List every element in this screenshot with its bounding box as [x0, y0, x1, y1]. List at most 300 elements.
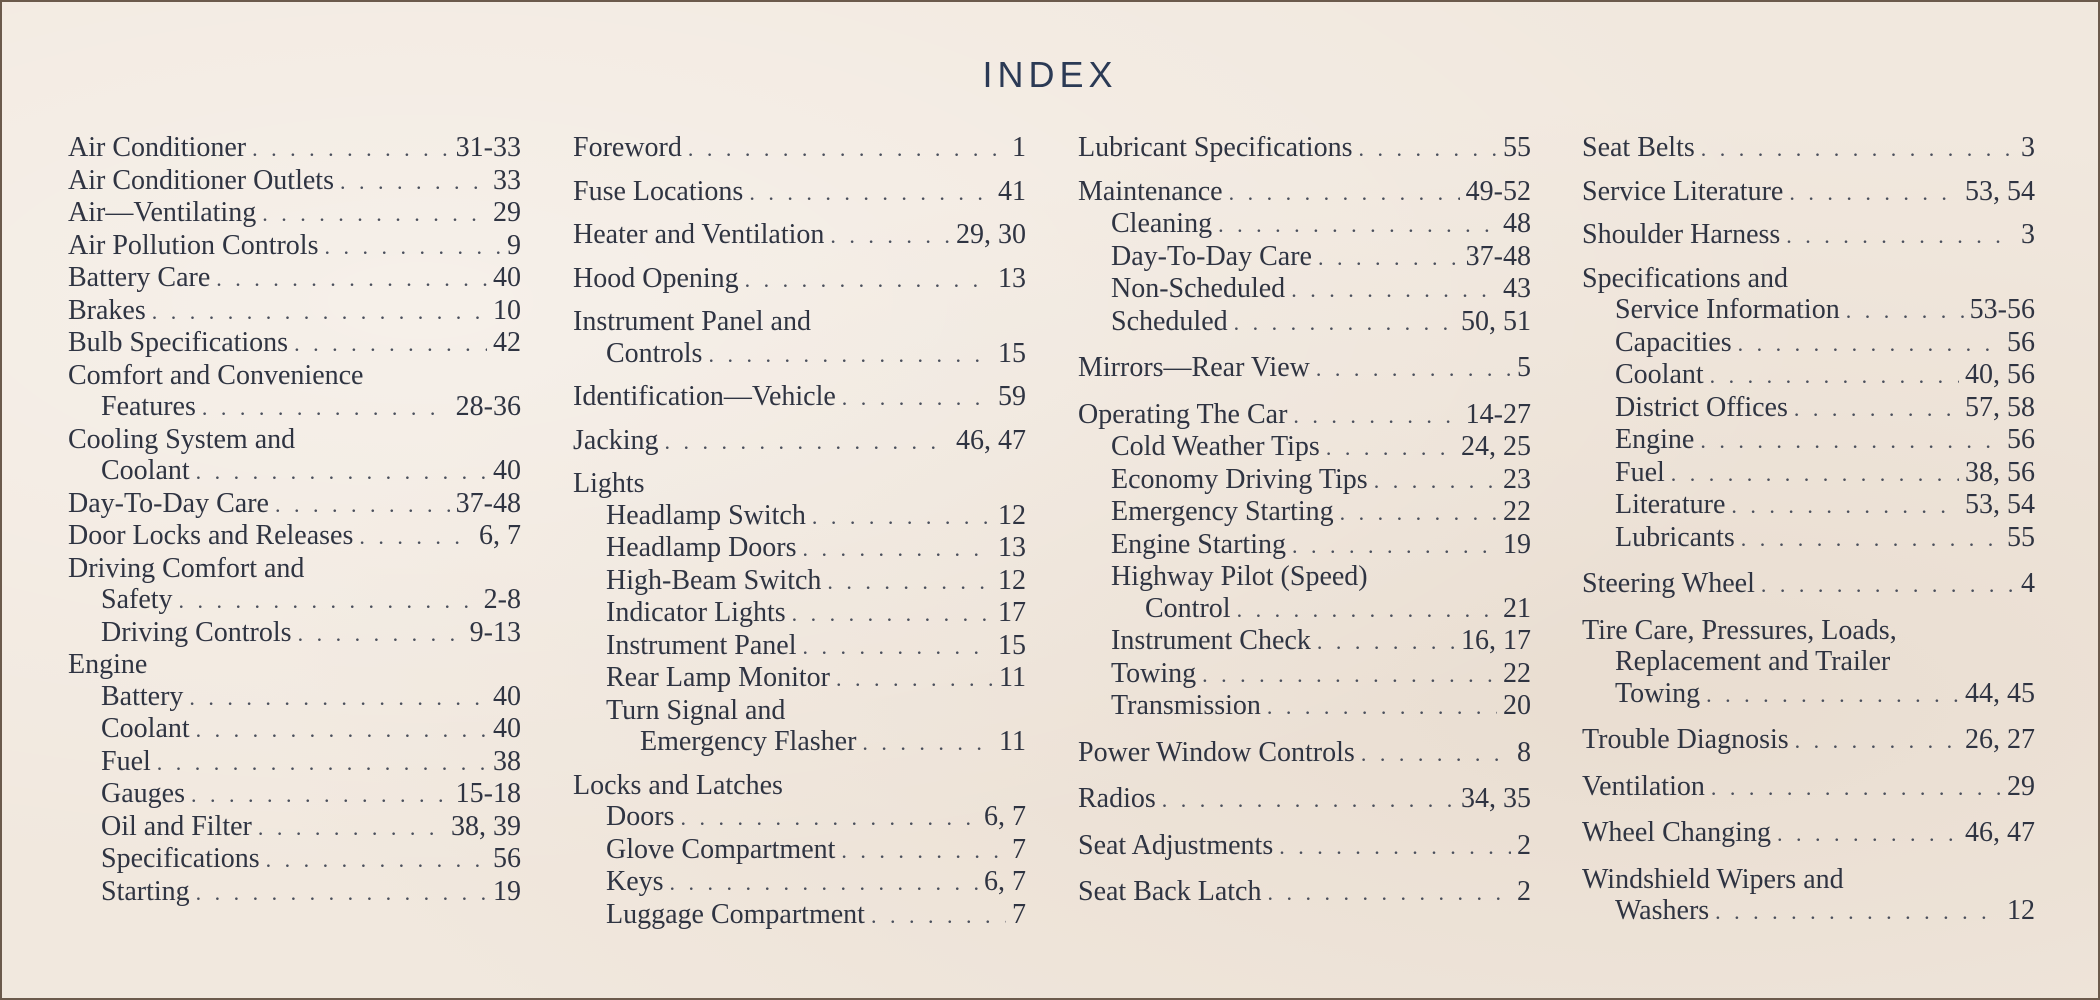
dot-leader: [1777, 818, 1959, 850]
entry-label: Glove Compartment: [606, 833, 836, 865]
index-entry: [1078, 783, 1531, 816]
index-entry: [68, 488, 521, 521]
index-entry: [1078, 737, 1531, 770]
page-number: 22: [1503, 496, 1531, 527]
page-number: 29, 30: [956, 219, 1026, 250]
entry-row: [573, 306, 1026, 338]
entry-label: Seat Belts: [1582, 132, 1695, 163]
dot-leader: [1789, 177, 1959, 209]
entry-row: [68, 327, 521, 360]
entry-label: Coolant: [101, 713, 190, 744]
index-column-3: [1078, 132, 1531, 909]
page-number: 5: [1517, 352, 1531, 383]
entry-label: Indicator Lights: [606, 597, 786, 628]
page-number: 37-48: [1465, 240, 1531, 272]
page-number: 34, 35: [1461, 783, 1531, 814]
entry-label: Day-To-Day Care: [68, 487, 269, 519]
subentry-row: [68, 713, 521, 746]
index-entry: [68, 197, 521, 230]
entry-row: [1582, 568, 2035, 601]
dot-leader: [1786, 220, 2015, 252]
dot-leader: [196, 877, 487, 909]
entry-row: [68, 197, 521, 230]
page-number: 53-56: [1969, 294, 2035, 325]
entry-continuation: [1582, 678, 2035, 711]
page-number: 13: [998, 532, 1026, 563]
entry-row: [573, 381, 1026, 414]
subentry-row: [573, 532, 1026, 565]
dot-leader: [1358, 133, 1497, 165]
dot-leader: [836, 663, 993, 695]
entry-label: Ventilation: [1582, 770, 1705, 802]
entry-label: Air Pollution Controls: [68, 229, 319, 261]
index-entry: [1582, 615, 2035, 711]
index-entry: [1078, 876, 1531, 909]
dot-leader: [1794, 393, 1959, 425]
page-number: 40: [493, 262, 521, 293]
entry-label: Starting: [101, 875, 190, 907]
page-number: 3: [2021, 219, 2035, 250]
entry-label: Engine: [1615, 424, 1695, 455]
entry-label: Controls: [606, 337, 703, 369]
index-entry: [68, 262, 521, 295]
index-entry: [1582, 864, 2035, 928]
entry-row: [68, 617, 521, 650]
dot-leader: [1293, 400, 1459, 432]
entry-label: Power Window Controls: [1078, 736, 1355, 768]
entry-label: Turn Signal and: [606, 694, 786, 726]
entry-row: [573, 219, 1026, 252]
entry-label: Locks and Latches: [573, 769, 783, 801]
index-entry: [573, 468, 1026, 759]
index-entry: [1078, 830, 1531, 863]
subentry-row: [1078, 241, 1531, 274]
dot-leader: [862, 727, 993, 759]
index-entry: [68, 165, 521, 198]
index-entry: [573, 176, 1026, 209]
dot-leader: [252, 133, 450, 165]
entry-row: [1078, 830, 1531, 863]
subentry-row: [573, 899, 1026, 932]
page-number: 40: [493, 713, 521, 744]
subentry-row: [573, 597, 1026, 630]
subentry-row: [1078, 529, 1531, 562]
entry-row: [1582, 176, 2035, 209]
entry-label: Engine Starting: [1111, 528, 1286, 560]
index-entry: [1582, 817, 2035, 850]
index-entry: [573, 425, 1026, 458]
dot-leader: [1318, 242, 1460, 274]
entry-continuation: [573, 338, 1026, 371]
entry-label: Fuel: [1615, 456, 1665, 488]
dot-leader: [157, 747, 487, 779]
dot-leader: [359, 521, 473, 553]
dot-leader: [749, 177, 992, 209]
entry-continuation: [68, 584, 521, 617]
dot-leader: [1738, 328, 2001, 360]
page-number: 59: [998, 381, 1026, 412]
page-number: 41: [998, 175, 1026, 207]
entry-label: Coolant: [101, 455, 190, 486]
entry-row: [1078, 783, 1531, 816]
page-number: 23: [1503, 463, 1531, 495]
entry-row: [573, 132, 1026, 165]
page-number: 40: [493, 455, 521, 486]
entry-label: Scheduled: [1111, 305, 1228, 337]
subentry-row: [1078, 690, 1531, 723]
dot-leader: [803, 631, 992, 663]
dot-leader: [812, 501, 992, 533]
dot-leader: [202, 392, 450, 424]
page-number: 57, 58: [1965, 391, 2035, 423]
entry-label: Shoulder Harness: [1582, 219, 1781, 250]
entry-label: Emergency Flasher: [640, 726, 857, 757]
index-entry: [1078, 352, 1531, 385]
dot-leader: [1795, 725, 1959, 757]
dot-leader: [1326, 432, 1455, 464]
entry-label: Seat Back Latch: [1078, 876, 1262, 907]
dot-leader: [1234, 307, 1455, 339]
subentry-row: [573, 565, 1026, 598]
entry-label: Washers: [1615, 895, 1710, 926]
page-number: 55: [2007, 521, 2035, 553]
index-column-4: [1582, 132, 2035, 928]
entry-row: [1582, 219, 2035, 252]
dot-leader: [298, 618, 464, 650]
page-number: 31-33: [455, 132, 521, 163]
subentry-row: [1078, 658, 1531, 691]
page-number: 13: [998, 262, 1026, 294]
page-number: 15-18: [455, 778, 521, 809]
subentry-row: [1582, 489, 2035, 522]
dot-leader: [1361, 738, 1511, 770]
dot-leader: [871, 900, 1006, 932]
entry-row: [1582, 615, 2035, 647]
page-number: 24, 25: [1461, 431, 1531, 462]
subentry-row: [1078, 561, 1531, 593]
index-entry: [1078, 132, 1531, 165]
entry-label: Tire Care, Pressures, Loads,: [1582, 614, 1897, 646]
page-number: 21: [1503, 592, 1531, 624]
entry-row: [573, 263, 1026, 296]
entry-label: Trouble Diagnosis: [1582, 724, 1789, 755]
index-entry: [68, 230, 521, 263]
entry-row: [68, 553, 521, 585]
dot-leader: [196, 714, 487, 746]
dot-leader: [1711, 772, 2001, 804]
entry-label: Day-To-Day Care: [1111, 240, 1312, 272]
entry-row: [1582, 724, 2035, 757]
page-number: 1: [1012, 132, 1026, 163]
dot-leader: [191, 779, 450, 811]
page-number: 46, 47: [1965, 817, 2035, 848]
entry-row: [573, 770, 1026, 802]
dot-leader: [1706, 679, 1959, 711]
entry-label: Specifications: [101, 843, 260, 874]
dot-leader: [842, 382, 992, 414]
page-number: 2: [1517, 876, 1531, 907]
entry-label: Specifications and: [1582, 262, 1789, 294]
dot-leader: [216, 263, 487, 295]
subentry-row: [68, 681, 521, 714]
subentry-row: [1582, 359, 2035, 392]
page-number: 56: [2007, 326, 2035, 358]
entry-label: Lubricants: [1615, 521, 1735, 553]
dot-leader: [1710, 360, 1959, 392]
entry-continuation: [1582, 646, 2035, 678]
page-number: 38, 39: [451, 810, 521, 842]
entry-label: Engine: [68, 649, 148, 680]
entry-label: Features: [101, 391, 196, 422]
entry-label: Control: [1145, 592, 1231, 624]
index-entry: [1582, 176, 2035, 209]
index-column-1: [68, 132, 521, 908]
entry-label: Instrument Panel and: [573, 306, 811, 337]
subentry-row: [1582, 327, 2035, 360]
entry-label: Towing: [1615, 677, 1701, 709]
entry-label: Fuel: [101, 745, 151, 777]
entry-label: Rear Lamp Monitor: [606, 662, 830, 693]
entry-label: Emergency Starting: [1111, 496, 1334, 527]
index-entry: [573, 381, 1026, 414]
page-number: 40, 56: [1965, 359, 2035, 390]
entry-row: [1582, 132, 2035, 165]
entry-label: Wheel Changing: [1582, 817, 1771, 848]
entry-row: [68, 262, 521, 295]
entry-label: Identification—Vehicle: [573, 381, 836, 412]
entry-row: [68, 360, 521, 392]
entry-label: Hood Opening: [573, 262, 739, 294]
entry-label: Literature: [1615, 489, 1726, 520]
subentry-row: [573, 630, 1026, 663]
subentry-row: [68, 746, 521, 779]
entry-label: Battery: [101, 680, 184, 712]
dot-leader: [841, 835, 1006, 867]
dot-leader: [1374, 465, 1497, 497]
page-number: 19: [493, 875, 521, 907]
entry-label: Air Conditioner: [68, 132, 247, 163]
entry-row: [1078, 176, 1531, 209]
subentry-row: [68, 876, 521, 909]
index-entry: [1582, 724, 2035, 757]
dot-leader: [1292, 530, 1497, 562]
entry-row: [1078, 399, 1531, 432]
dot-leader: [670, 867, 978, 899]
subentry-row: [1582, 392, 2035, 425]
dot-leader: [1291, 274, 1497, 306]
dot-leader: [340, 166, 487, 198]
entry-label: Air—Ventilating: [68, 197, 257, 228]
page-number: 33: [493, 164, 521, 196]
entry-label: Headlamp Doors: [606, 532, 797, 563]
entry-label: Highway Pilot (Speed): [1111, 561, 1368, 592]
index-entry: [1582, 132, 2035, 165]
page-number: 20: [1503, 690, 1531, 721]
entry-label: Safety: [101, 584, 173, 615]
entry-label: Coolant: [1615, 359, 1704, 390]
dot-leader: [1715, 896, 2001, 928]
dot-leader: [1340, 497, 1497, 529]
entry-label: Driving Controls: [101, 616, 292, 648]
subentry-row: [573, 500, 1026, 533]
entry-label: Heater and Ventilation: [573, 219, 825, 250]
index-entry: [68, 327, 521, 360]
index-entry: [1078, 176, 1531, 339]
dot-leader: [258, 812, 445, 844]
page-number: 50, 51: [1461, 305, 1531, 337]
entry-continuation: [68, 455, 521, 488]
index-entry: [68, 617, 521, 650]
dot-leader: [1671, 458, 1959, 490]
dot-leader: [1731, 490, 1959, 522]
subentry-row: [573, 695, 1026, 727]
subentry-continuation: [1078, 593, 1531, 626]
page-number: 9: [507, 229, 521, 261]
dot-leader: [830, 220, 950, 252]
entry-label: Towing: [1111, 657, 1197, 689]
index-entry: [68, 295, 521, 328]
entry-label: Economy Driving Tips: [1111, 463, 1368, 495]
entry-label: Keys: [606, 866, 664, 897]
page-number: 37-48: [455, 487, 521, 519]
entry-continuation: [1582, 294, 2035, 327]
entry-label: Headlamp Switch: [606, 499, 806, 531]
page-number: 22: [1503, 657, 1531, 689]
index-entry: [68, 553, 521, 617]
entry-label: Fuse Locations: [573, 175, 744, 207]
page-number: 29: [493, 197, 521, 228]
entry-label: Capacities: [1615, 326, 1732, 358]
entry-label: Oil and Filter: [101, 810, 252, 842]
subentry-row: [1078, 431, 1531, 464]
dot-leader: [324, 231, 501, 263]
page-number: 40: [493, 680, 521, 712]
entry-row: [68, 649, 521, 681]
entry-label: Cooling System and: [68, 423, 296, 455]
dot-leader: [680, 802, 978, 834]
page-number: 6, 7: [479, 520, 521, 551]
page-number: 8: [1517, 736, 1531, 768]
page-number: 11: [999, 726, 1026, 757]
subentry-row: [573, 801, 1026, 834]
page-number: 56: [2007, 424, 2035, 455]
entry-label: Driving Comfort and: [68, 552, 305, 584]
page-number: 6, 7: [984, 801, 1026, 832]
entry-row: [1582, 263, 2035, 295]
index-entry: [1582, 568, 2035, 601]
index-entry: [68, 132, 521, 165]
entry-continuation: [68, 391, 521, 424]
index-entry: [1078, 399, 1531, 723]
entry-label: Battery Care: [68, 262, 211, 293]
page-number: 17: [998, 597, 1026, 628]
entry-label: Door Locks and Releases: [68, 520, 354, 551]
subentry-row: [1078, 208, 1531, 241]
dot-leader: [803, 533, 992, 565]
index-entry: [68, 424, 521, 488]
entry-label: Replacement and Trailer: [1615, 646, 1891, 677]
page-number: 19: [1503, 528, 1531, 560]
index-entry: [573, 263, 1026, 296]
index-entry: [573, 219, 1026, 252]
dot-leader: [189, 682, 487, 714]
subentry-row: [573, 866, 1026, 899]
entry-row: [1078, 352, 1531, 385]
dot-leader: [1202, 659, 1497, 691]
entry-label: District Offices: [1615, 391, 1788, 423]
entry-label: Lubricant Specifications: [1078, 132, 1353, 163]
entry-label: Bulb Specifications: [68, 327, 289, 358]
dot-leader: [792, 598, 992, 630]
entry-label: Gauges: [101, 778, 185, 809]
dot-leader: [1237, 594, 1497, 626]
subentry-row: [68, 811, 521, 844]
entry-row: [1582, 771, 2035, 804]
dot-leader: [1267, 877, 1511, 909]
entry-row: [573, 468, 1026, 500]
subentry-row: [1078, 496, 1531, 529]
entry-label: Lights: [573, 468, 645, 499]
page-number: 42: [493, 327, 521, 358]
entry-label: Operating The Car: [1078, 398, 1288, 430]
page-number: 15: [998, 629, 1026, 661]
dot-leader: [196, 456, 487, 488]
entry-label: Steering Wheel: [1582, 568, 1755, 599]
page-number: 2-8: [483, 584, 521, 615]
dot-leader: [1701, 133, 2015, 165]
entry-label: High-Beam Switch: [606, 564, 822, 596]
entry-row: [68, 165, 521, 198]
subentry-row: [1582, 522, 2035, 555]
entry-label: Foreword: [573, 132, 682, 163]
entry-row: [68, 295, 521, 328]
subentry-row: [68, 843, 521, 876]
dot-leader: [1316, 353, 1511, 385]
page-number: 38: [493, 745, 521, 777]
page-number: 28-36: [455, 391, 521, 422]
index-entry: [1582, 263, 2035, 555]
page-number: 15: [998, 337, 1026, 369]
entry-continuation: [1582, 895, 2035, 928]
dot-leader: [294, 328, 487, 360]
page-number: 44, 45: [1965, 677, 2035, 709]
page-number: 7: [1012, 833, 1026, 865]
dot-leader: [1162, 784, 1455, 816]
page-number: 29: [2007, 770, 2035, 802]
index-column-2: [573, 132, 1026, 931]
subentry-row: [1078, 306, 1531, 339]
entry-row: [1582, 817, 2035, 850]
entry-row: [68, 520, 521, 553]
entry-row: [1078, 132, 1531, 165]
dot-leader: [745, 264, 992, 296]
entry-row: [1582, 864, 2035, 896]
entry-row: [1078, 737, 1531, 770]
index-entry: [573, 132, 1026, 165]
subentry-row: [1078, 625, 1531, 658]
page-number: 43: [1503, 273, 1531, 304]
entry-label: Seat Adjustments: [1078, 829, 1274, 861]
dot-leader: [1279, 831, 1511, 863]
entry-row: [68, 230, 521, 263]
page-number: 10: [493, 294, 521, 326]
entry-row: [68, 424, 521, 456]
page-number: 11: [999, 662, 1026, 693]
page-number: 48: [1503, 208, 1531, 239]
page-number: 3: [2021, 132, 2035, 163]
dot-leader: [1846, 295, 1964, 327]
subentry-row: [1582, 457, 2035, 490]
